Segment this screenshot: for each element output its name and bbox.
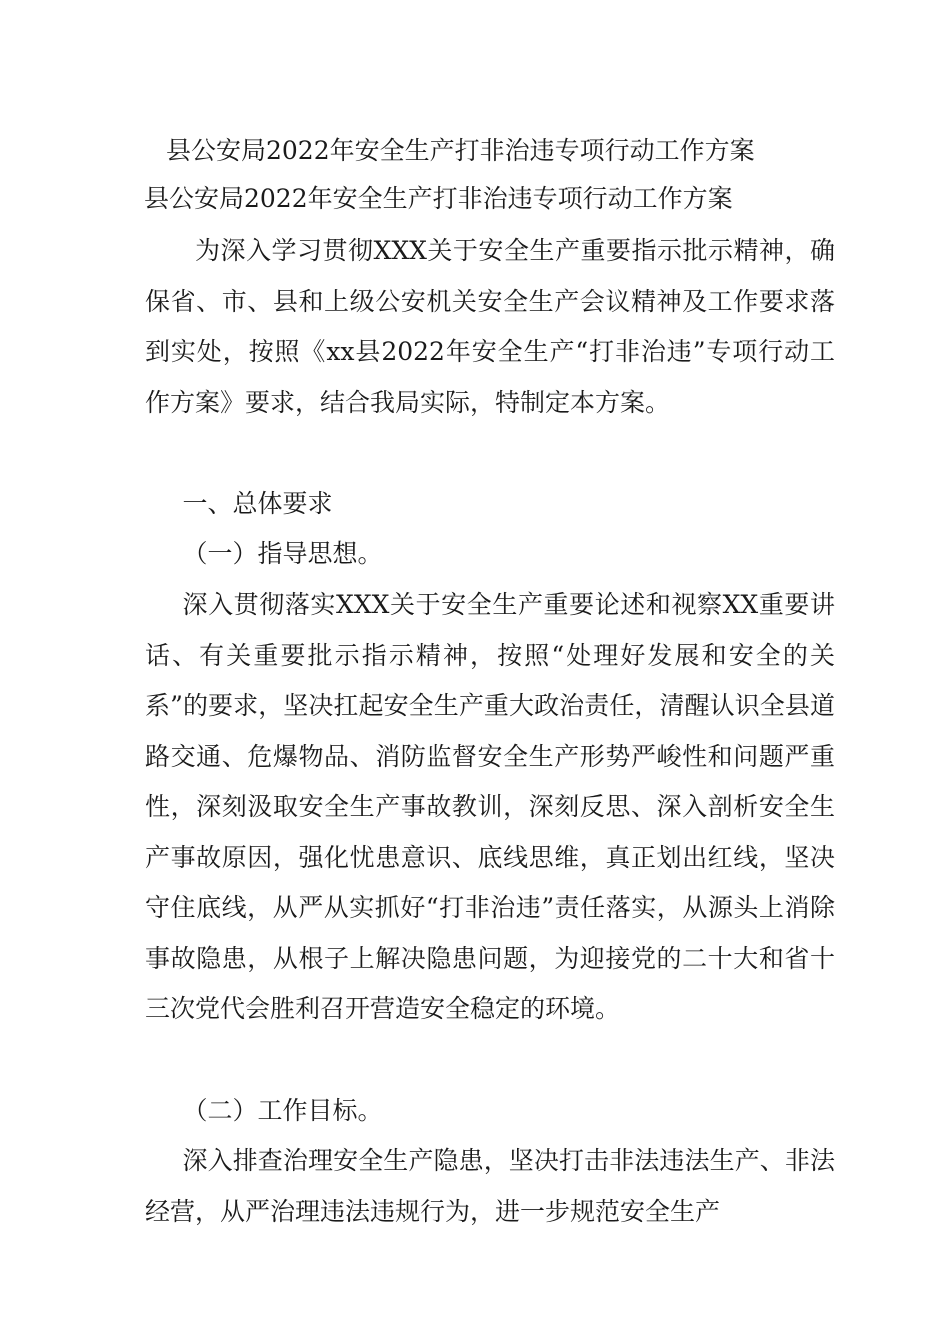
document-title-line-1: 县公安局2022年安全生产打非治违专项行动工作方案 bbox=[166, 136, 755, 165]
subsection-1-heading: （一）指导思想。 bbox=[182, 539, 383, 568]
document-title-line-2: 县公安局2022年安全生产打非治违专项行动工作方案 bbox=[144, 184, 733, 213]
intro-paragraph: 为深入学习贯彻XXX关于安全生产重要指示批示精神，确保省、市、县和上级公安机关安全生产会议精神及工作要求落到实处，按照《xx县2022年安全生产“打非治违”专项行动工作方案》要求，结合我局实际，特制定本方案。 bbox=[145, 236, 835, 417]
subsection-1-paragraph: 深入贯彻落实XXX关于安全生产重要论述和视察XX重要讲话、有关重要批示指示精神，按照“处理好发展和安全的关系”的要求，坚决扛起安全生产重大政治责任，清醒认识全县道路交通、危爆物品、消防监督安全生产形势严峻性和问题严重性，深刻汲取安全生产事故教训，深刻反思、深入剖析安全生产事故原因，强化忧患意识、底线思维，真正划出红线，坚决守住底线，从严从实抓好“打非治违”责任落实，从源头上消除事故隐患，从根子上解决隐患问题，为迎接党的二十大和省十三次党代会胜利召开营造安全稳定的环境。 bbox=[145, 590, 835, 1023]
subsection-2-paragraph: 深入排查治理安全生产隐患，坚决打击非法违法生产、非法经营，从严治理违法违规行为，进一步规范安全生产 bbox=[145, 1146, 835, 1226]
subsection-2-heading: （二）工作目标。 bbox=[182, 1096, 383, 1125]
section-1-heading: 一、总体要求 bbox=[182, 489, 333, 518]
